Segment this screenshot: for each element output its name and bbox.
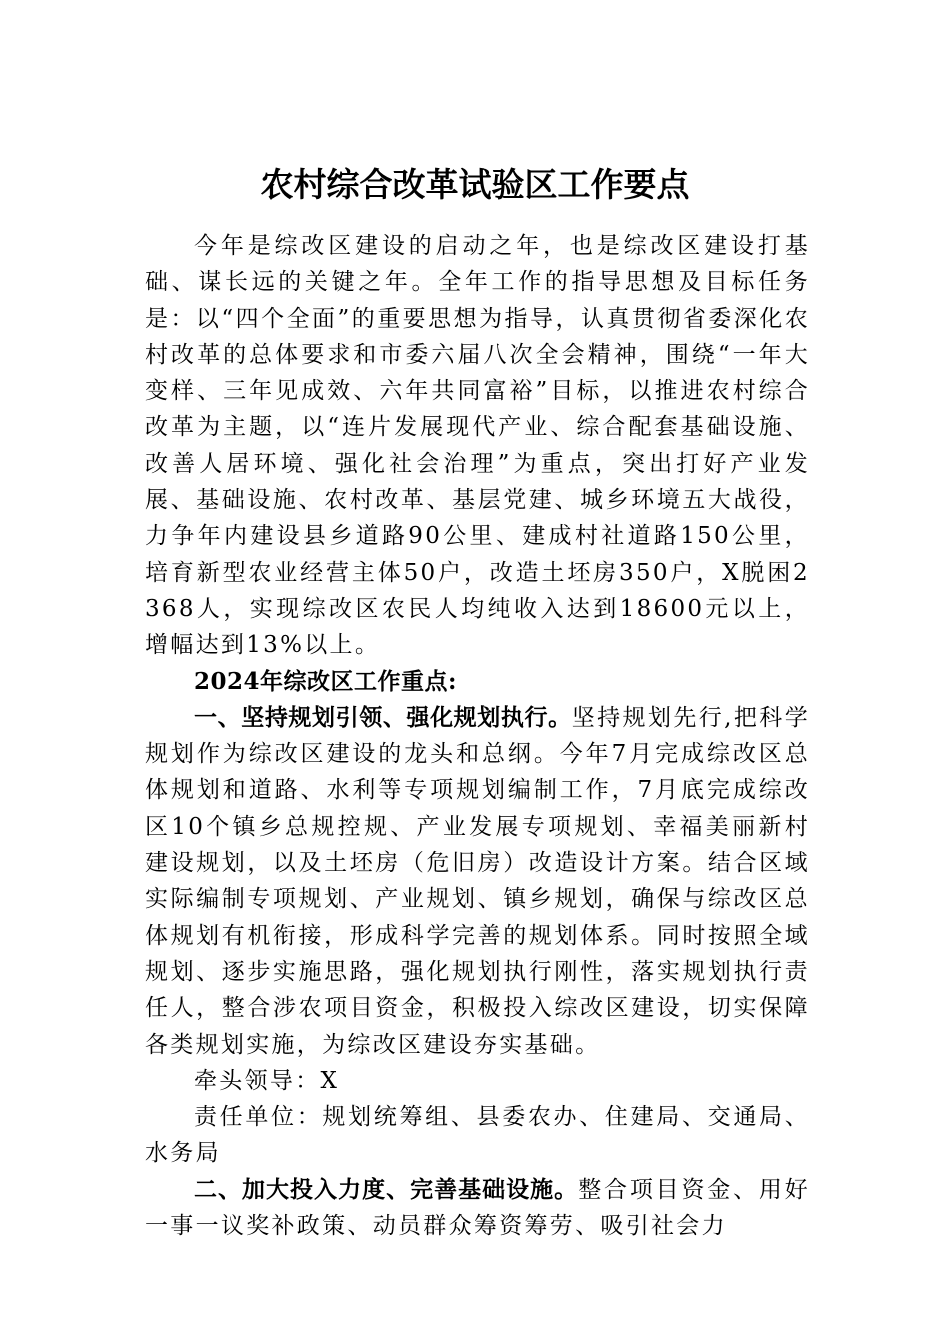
section-heading: 2024年综改区工作重点:: [194, 667, 458, 695]
section-1-leader: 牵头领导：X: [194, 1067, 340, 1094]
section-2-paragraph: [145, 1172, 810, 1245]
section-2-heading: 二、加大投入力度、完善基础设施。: [194, 1175, 579, 1203]
document-body: [145, 228, 810, 1244]
section-1-units: 责任单位：规划统筹组、县委农办、住建局、交通局、水务局: [145, 1104, 810, 1167]
section-2-text: 整合项目资金、用好一事一议奖补政策、动员群众筹资筹劳、吸引社会力: [145, 1176, 811, 1240]
section-1-paragraph: [145, 700, 810, 1063]
section-1-text: 坚持规划先行,把科学规划作为综改区建设的龙头和总纲。今年7月完成综改区总体规划和道路、水利等专项规划编制工作，7月底完成综改区10个镇乡总规控规、产业发展专项规划、幸福美丽新村建设规划，以及土坯房（危旧房）改造设计方案。结合区域实际编制专项规划、产业规划、镇乡规划，确保与综改区总体规划有机衔接，形成科学完善的规划体系。同时按照全域规划、逐步实施思路，强化规划执行刚性，落实规划执行责任人，整合涉农项目资金，积极投入综改区建设，切实保障各类规划实施，为综改区建设夯实基础。: [145, 704, 811, 1058]
document-title: 农村综合改革试验区工作要点: [260, 165, 690, 204]
intro-paragraph: 今年是综改区建设的启动之年，也是综改区建设打基础、谋长远的关键之年。全年工作的指导思想及目标任务是：以“四个全面”的重要思想为指导，认真贯彻省委深化农村改革的总体要求和市委六届八次全会精神，围绕“一年大变样、三年见成效、六年共同富裕”目标，以推进农村综合改革为主题，以“连片发展现代产业、综合配套基础设施、改善人居环境、强化社会治理”为重点，突出打好产业发展、基础设施、农村改革、基层党建、城乡环境五大战役，力争年内建设县乡道路90公里、建成村社道路150公里，培育新型农业经营主体50户，改造土坯房350户，X脱困2368人，实现综改区农民人均纯收入达到18600元以上，增幅达到13%以上。: [145, 233, 810, 659]
section-1-heading: 一、坚持规划引领、强化规划执行。: [194, 703, 572, 731]
